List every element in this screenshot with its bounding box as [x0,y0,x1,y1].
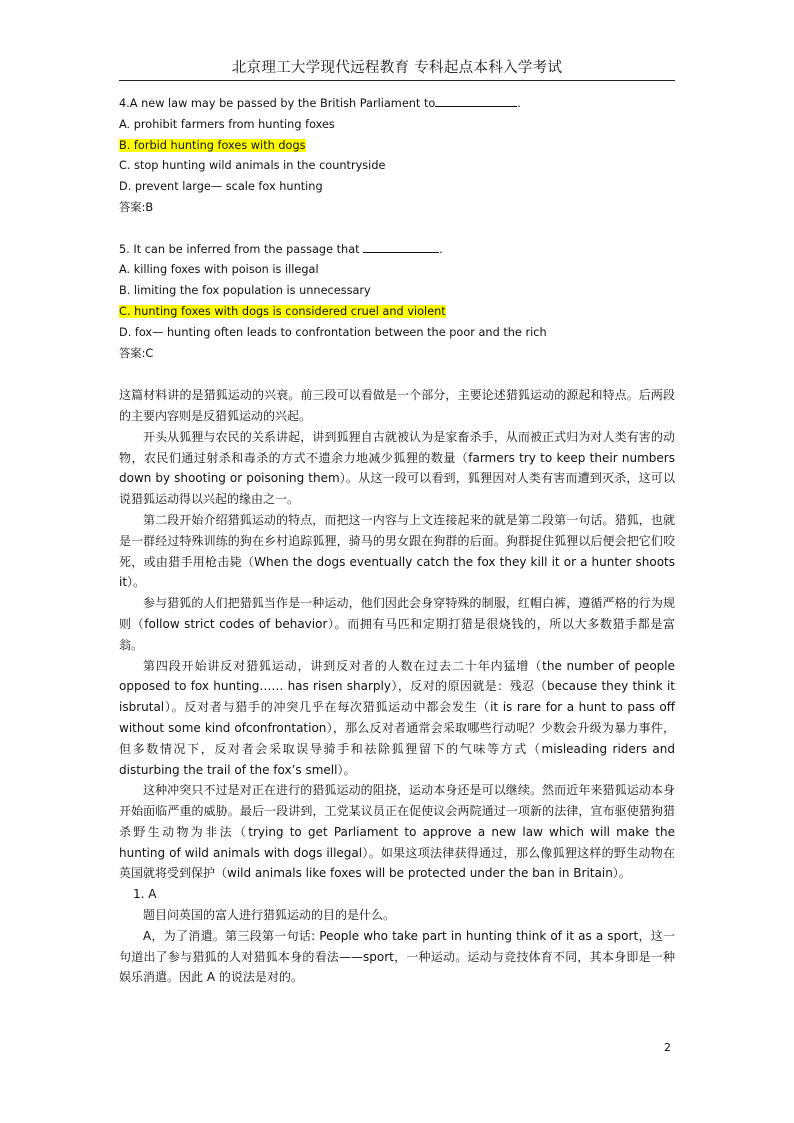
stem-text: 5. It can be inferred from the passage that [119,242,364,256]
option-d: D. prevent large— scale fox hunting [119,180,323,194]
analysis [119,385,675,988]
analysis-paragraph: 开头从狐狸与农民的关系讲起，讲到狐狸自古就被认为是家畜杀手，从而被正式归为对人类有害的动物，农民们通过射杀和毒杀的方式不遗余力地减少狐狸的数量（farmers try to keep their numbers down by shooting or poisoning them）。从这一段可以看到，狐狸因对人类有害而遭到灭杀，这可以说猎狐运动得以兴起的缘由之一。 [119,429,675,507]
stem-text: 4.A new law may be passed by the British Parliament to [119,97,436,110]
header-rule [119,80,675,81]
question-5 [119,240,675,365]
item-paragraph: 题目问英国的富人进行猎狐运动的目的是什么。 [143,908,396,923]
spacer [119,364,675,385]
analysis-paragraph: 这篇材料讲的是猎狐运动的兴衰。前三段可以看做是一个部分，主要论述猎狐运动的源起和特点。后两段的主要内容则是反猎狐运动的兴起。 [119,388,675,423]
page-header: 北京理工大学现代远程教育 专科起点本科入学考试 [231,60,563,76]
analysis-paragraph: 第二段开始介绍猎狐运动的特点，而把这一内容与上文连接起来的就是第二段第一句话。猎狐，也就是一群经过特殊训练的狗在乡村追踪狐狸，骑马的男女跟在狗群的后面。狗群捉住狐狸以后便会把它们咬死，或由猎手用枪击毙（When the dogs eventually catch the fox they kill it or a hunter shoots it）。 [119,512,675,590]
analysis-paragraph: 第四段开始讲反对猎狐运动，讲到反对者的人数在过去二十年内猛增（the number of people opposed to fox hunting…… has risen sharply），反对的原因就是：残忍（because they think it isbrutal）。反对者与猎手的冲突几乎在每次猎狐运动中都会发生（it is rare for a hunt to pass off without some kind ofconfrontation），那么反对者通常会采取哪些行动呢？少数会升级为暴力事件，但多数情况下，反对者会采取误导骑手和祛除狐狸留下的气味等方式（misleading riders and disturbing the trail of the fox’s smell）。 [119,658,675,777]
page-number: 2 [664,1041,671,1054]
option-a: A. killing foxes with poison is illegal [119,263,319,277]
option-b-highlighted: B. forbid hunting foxes with dogs [119,138,306,152]
question-4 [119,94,675,219]
question-stem [119,240,675,261]
answer-blank [435,95,517,107]
option-a: A. prohibit farmers from hunting foxes [119,117,335,131]
answer-line: 答案:C [119,346,154,360]
stem-end: . [439,242,443,256]
option-d: D. fox— hunting often leads to confrontation between the poor and the rich [119,325,547,339]
item-paragraph: A，为了消遣。第三段第一句话: People who take part in hunting think of it as a sport，这一句道出了参与猎狐的人对猎狐本身的看法——sport，一种运动。运动与竞技体育不同，其本身即是一种娱乐消遣。因此 A 的说法是对的。 [119,928,675,985]
analysis-paragraph: 参与猎狐的人们把猎狐当作是一种运动，他们因此会身穿特殊的制服，红帽白裤，遵循严格的行为规则（follow strict codes of behavior）。而拥有马匹和定期打猎是很烧钱的，所以大多数猎手都是富翁。 [119,596,675,652]
option-c: C. stop hunting wild animals in the countryside [119,159,386,173]
answer-line: 答案:B [119,200,154,214]
stem-end: . [517,97,521,110]
item-number: 1. A [133,887,157,902]
question-stem [119,94,675,115]
analysis-paragraph: 这种冲突只不过是对正在进行的猎狐运动的阻挠，运动本身还是可以继续。然而近年来猎狐运动本身开始面临严重的威胁。最后一段讲到，工党某议员正在促使议会两院通过一项新的法律，宣布驱使猎狗猎杀野生动物为非法（trying to get Parliament to approve a new law which will make the hunting of wild animals with dogs illegal）。如果这项法律获得通过，那么像狐狸这样的野生动物在英国就将受到保护（wild animals like foxes will be protected under the ban in Britain）。 [119,783,675,881]
page-content [119,94,675,988]
spacer [119,219,675,240]
answer-blank [363,241,439,253]
option-c-highlighted: C. hunting foxes with dogs is considered cruel and violent [119,304,446,318]
option-b: B. limiting the fox population is unnecessary [119,284,371,298]
